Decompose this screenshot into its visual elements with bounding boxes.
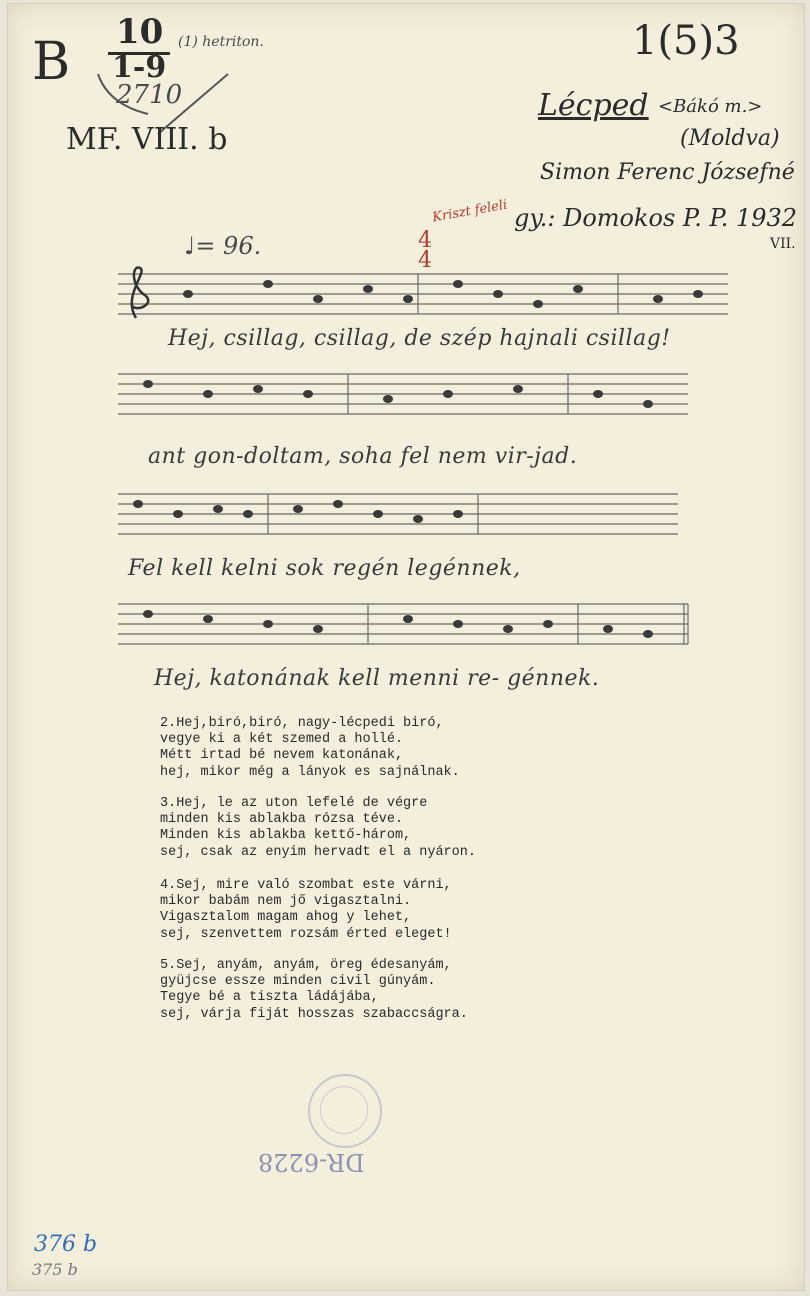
verse-2: 2.Hej,biró,biró, nagy-lécpedi biró, vegye ki a két szemed a hollé. Métt irtad bé nevem katonának, hej, mikor még a lányok es sajnálnak. [160, 716, 460, 780]
red-note: Kriszt feleli [431, 197, 509, 226]
header-letter: B [32, 32, 71, 92]
fraction-top: 10 [116, 12, 164, 52]
music-staff-3 [118, 486, 738, 546]
tempo-marking: ♩= 96. [184, 232, 262, 260]
singer-name: Simon Ferenc Józsefné [540, 160, 795, 185]
mf-code: MF. VIII. b [66, 122, 228, 157]
music-staff-2 [118, 366, 738, 426]
place-name: Lécped [538, 88, 649, 123]
collector-credit: gy.: Domokos P. P. 1932 [514, 204, 798, 232]
footer-blue-number: 376 b [34, 1232, 98, 1257]
music-staff-1 [118, 266, 738, 326]
manuscript-sheet [8, 4, 804, 1290]
collection-month: VII. [770, 236, 796, 252]
time-signature-bottom: 4 [418, 248, 432, 273]
lyric-line-1: Hej, csillag, csillag, de szép hajnali csillag! [168, 326, 671, 351]
fraction-bottom: 1-9 [112, 50, 167, 85]
lyric-line-3: Fel kell kelni sok regén legénnek, [128, 556, 521, 581]
footer-pencil-number: 375 b [32, 1260, 78, 1279]
hetriton-note: (1) hetriton. [178, 34, 264, 50]
number-2710: 2710 [116, 80, 183, 110]
place-note: <Bákó m.> [658, 96, 763, 117]
verse-4: 4.Sej, mire való szombat este várni, mikor babám nem jő vigasztalni. Vigasztalom magam ahog y lehet, sej, szenvettem rozsám érted eleget! [160, 878, 452, 942]
lyric-line-2: ant gon-doltam, soha fel nem vir-jad. [148, 444, 578, 469]
time-signature-top: 4 [418, 228, 432, 253]
verse-5: 5.Sej, anyám, anyám, öreg édesanyám, gyüjcse essze minden civil gúnyám. Tegye bé a tiszta ládájába, sej, várja fiját hosszas szabaccságra. [160, 958, 468, 1022]
lyric-line-4: Hej, katonának kell menni re- génnek. [154, 666, 600, 691]
archive-number: DR-6228 [258, 1148, 365, 1176]
archive-stamp [308, 1074, 382, 1148]
music-staff-4 [118, 596, 738, 656]
page-number: 1(5)3 [632, 18, 740, 64]
region-name: (Moldva) [680, 126, 780, 151]
verse-3: 3.Hej, le az uton lefelé de végre minden kis ablakba rózsa téve. Minden kis ablakba kettő-három, sej, csak az enyim hervadt el a nyáron. [160, 796, 476, 860]
